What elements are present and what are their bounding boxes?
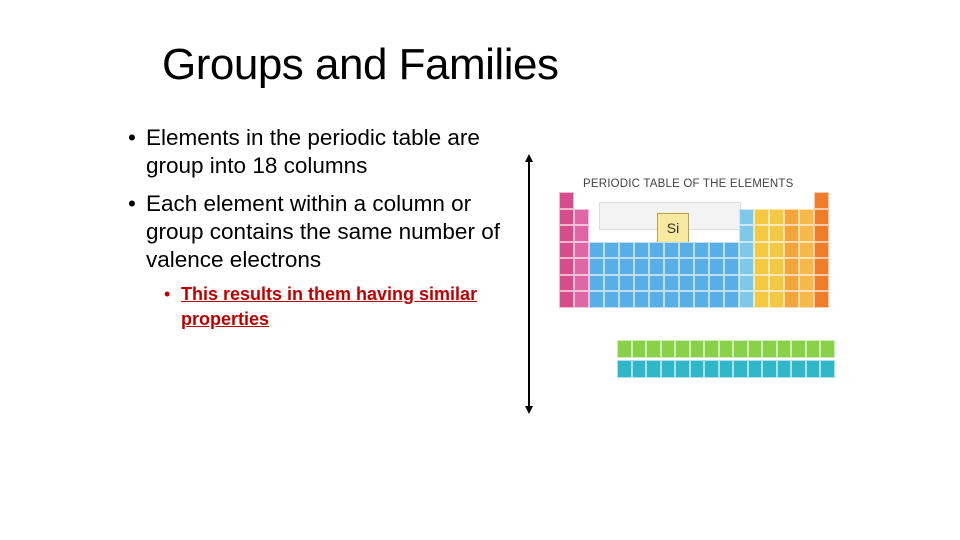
element-cell xyxy=(739,242,754,259)
element-cell xyxy=(777,340,792,358)
element-cell xyxy=(754,275,769,292)
element-cell xyxy=(619,275,634,292)
sub-bullet-link[interactable]: This results in them having similar properties xyxy=(181,284,478,329)
element-cell xyxy=(679,275,694,292)
element-cell xyxy=(690,360,705,378)
element-cell xyxy=(589,291,604,308)
element-cell xyxy=(649,291,664,308)
element-cell xyxy=(820,340,835,358)
element-cell xyxy=(754,291,769,308)
sub-bullet-list xyxy=(164,282,528,332)
element-cell xyxy=(619,242,634,259)
element-cell xyxy=(724,275,739,292)
element-cell xyxy=(791,340,806,358)
double-arrow-icon xyxy=(522,154,536,414)
element-cell xyxy=(574,209,589,226)
element-cell xyxy=(724,242,739,259)
element-cell xyxy=(769,225,784,242)
element-cell xyxy=(694,258,709,275)
element-cell xyxy=(709,258,724,275)
element-cell xyxy=(769,291,784,308)
element-cell xyxy=(733,340,748,358)
element-cell xyxy=(799,291,814,308)
element-cell xyxy=(664,275,679,292)
element-cell xyxy=(690,340,705,358)
element-cell xyxy=(769,209,784,226)
element-cell xyxy=(634,242,649,259)
element-cell xyxy=(679,258,694,275)
element-cell xyxy=(724,258,739,275)
element-cell xyxy=(617,340,632,358)
element-cell xyxy=(649,258,664,275)
element-cell xyxy=(799,225,814,242)
element-cell xyxy=(574,242,589,259)
element-cell xyxy=(649,242,664,259)
element-cell xyxy=(604,291,619,308)
element-cell xyxy=(589,275,604,292)
element-cell xyxy=(664,291,679,308)
element-cell xyxy=(574,275,589,292)
element-cell xyxy=(748,340,763,358)
element-cell xyxy=(799,258,814,275)
element-cell xyxy=(574,258,589,275)
element-cell xyxy=(559,192,574,209)
element-cell xyxy=(754,225,769,242)
element-cell xyxy=(634,291,649,308)
element-cell xyxy=(806,360,821,378)
element-cell xyxy=(814,192,829,209)
element-cell xyxy=(675,340,690,358)
element-cell xyxy=(814,275,829,292)
element-cell xyxy=(559,209,574,226)
element-cell xyxy=(777,360,792,378)
element-cell xyxy=(762,340,777,358)
element-cell xyxy=(634,258,649,275)
bullet-text: Each element within a column or group contains the same number of valence electrons xyxy=(146,191,500,272)
element-cell xyxy=(814,291,829,308)
element-cell xyxy=(694,275,709,292)
element-cell xyxy=(814,225,829,242)
slide-title: Groups and Families xyxy=(162,40,559,89)
element-cell xyxy=(799,242,814,259)
element-cell xyxy=(679,291,694,308)
element-cell xyxy=(661,360,676,378)
element-cell xyxy=(704,340,719,358)
element-cell xyxy=(709,275,724,292)
element-cell xyxy=(769,275,784,292)
element-cell xyxy=(649,275,664,292)
element-cell xyxy=(814,258,829,275)
element-cell xyxy=(784,291,799,308)
element-cell xyxy=(719,360,734,378)
element-cell xyxy=(559,275,574,292)
element-cell xyxy=(619,258,634,275)
element-cell xyxy=(754,209,769,226)
element-cell xyxy=(634,275,649,292)
element-cell xyxy=(820,360,835,378)
bullet-item: • Elements in the periodic table are group into 18 columns xyxy=(128,124,528,180)
element-cell xyxy=(694,291,709,308)
element-cell xyxy=(664,258,679,275)
element-cell xyxy=(739,258,754,275)
bullet-list xyxy=(128,124,528,342)
element-cell xyxy=(617,360,632,378)
element-cell xyxy=(784,258,799,275)
periodic-table-title: PERIODIC TABLE OF THE ELEMENTS xyxy=(583,178,794,190)
element-cell xyxy=(784,242,799,259)
element-cell xyxy=(784,209,799,226)
element-cell xyxy=(799,209,814,226)
element-cell xyxy=(709,242,724,259)
sub-bullet-item xyxy=(164,282,528,332)
element-cell xyxy=(784,225,799,242)
element-cell xyxy=(739,275,754,292)
element-cell xyxy=(739,291,754,308)
element-cell xyxy=(762,360,777,378)
element-cell xyxy=(704,360,719,378)
element-cell xyxy=(604,242,619,259)
element-cell xyxy=(559,242,574,259)
element-cell xyxy=(574,225,589,242)
element-cell xyxy=(646,340,661,358)
element-cell xyxy=(733,360,748,378)
element-cell xyxy=(754,258,769,275)
element-cell xyxy=(604,275,619,292)
element-cell xyxy=(754,242,769,259)
element-cell xyxy=(739,209,754,226)
element-cell xyxy=(709,291,724,308)
element-cell xyxy=(632,340,647,358)
element-cell xyxy=(619,291,634,308)
element-cell xyxy=(632,360,647,378)
element-cell xyxy=(661,340,676,358)
element-cell xyxy=(748,360,763,378)
element-cell xyxy=(784,275,799,292)
element-cell xyxy=(574,291,589,308)
element-cell xyxy=(814,242,829,259)
element-cell xyxy=(739,225,754,242)
element-cell xyxy=(664,242,679,259)
element-cell xyxy=(589,258,604,275)
element-cell xyxy=(724,291,739,308)
bullet-item xyxy=(128,190,528,332)
element-cell xyxy=(646,360,661,378)
element-cell xyxy=(769,258,784,275)
element-cell xyxy=(604,258,619,275)
periodic-table-image xyxy=(557,180,837,380)
element-cell xyxy=(694,242,709,259)
periodic-table-key-element: Si xyxy=(657,213,689,243)
element-cell xyxy=(675,360,690,378)
element-cell xyxy=(769,242,784,259)
element-cell xyxy=(679,242,694,259)
element-cell xyxy=(559,258,574,275)
element-cell xyxy=(559,291,574,308)
element-cell xyxy=(791,360,806,378)
element-cell xyxy=(589,242,604,259)
element-cell xyxy=(559,225,574,242)
element-cell xyxy=(719,340,734,358)
element-cell xyxy=(814,209,829,226)
element-cell xyxy=(799,275,814,292)
element-cell xyxy=(806,340,821,358)
